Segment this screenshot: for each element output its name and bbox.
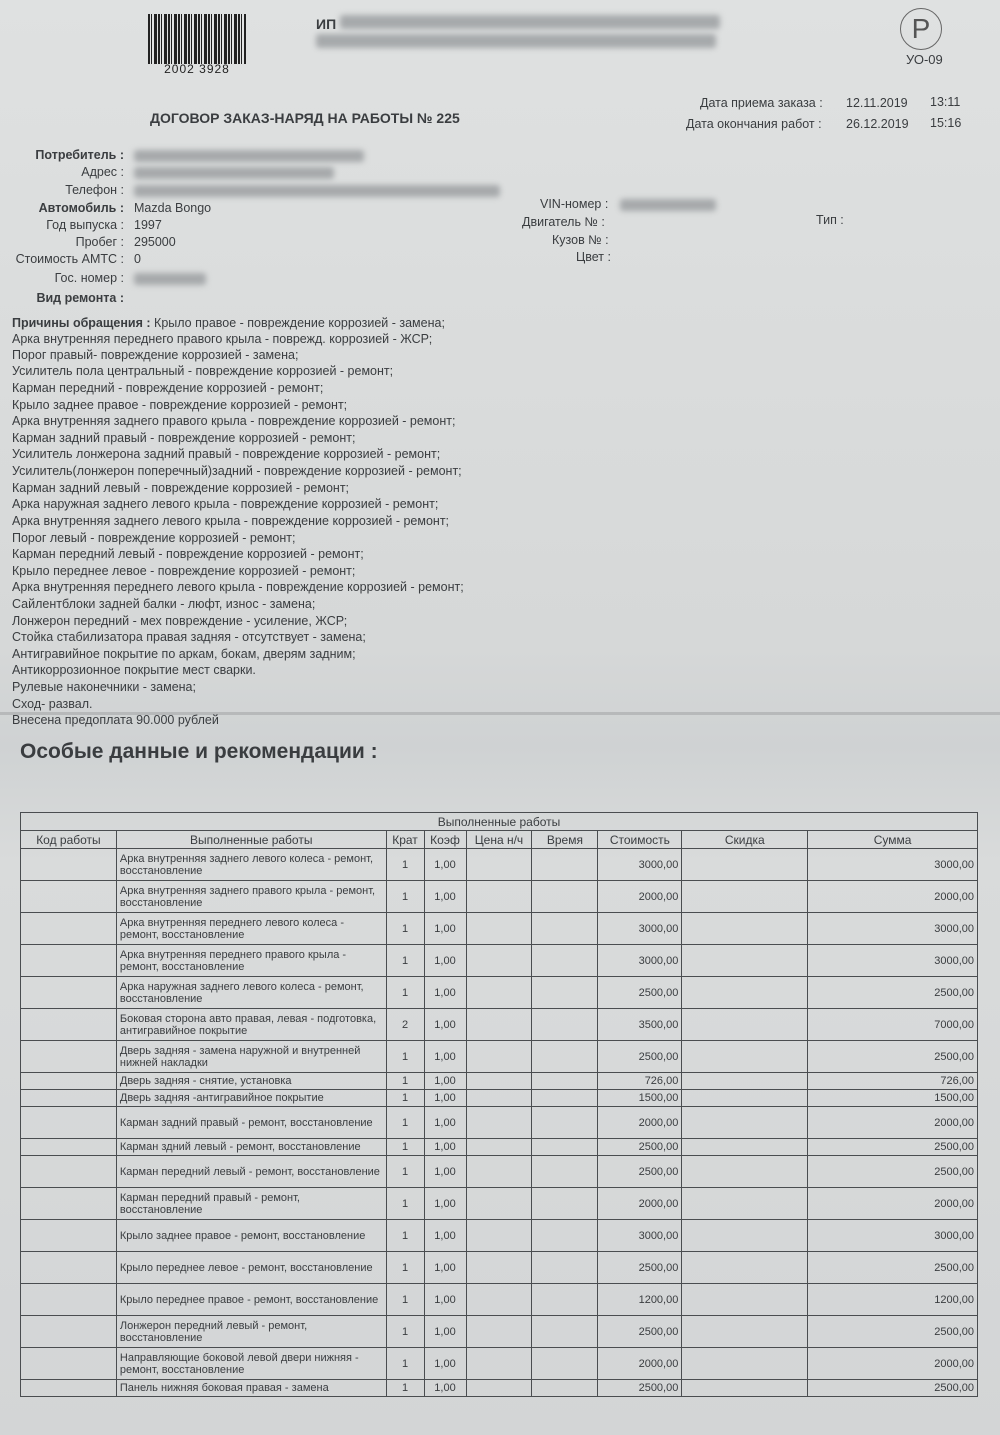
reason-item: Крыло переднее левое - повреждение коррозией - ремонт; bbox=[12, 564, 356, 578]
order-date: 12.11.2019 bbox=[846, 96, 908, 110]
cell-koef: 1,00 bbox=[424, 1156, 466, 1188]
car-label: Автомобиль : bbox=[38, 201, 124, 215]
cell-discount bbox=[682, 1139, 808, 1156]
cell-work: Дверь задняя - снятие, установка bbox=[116, 1073, 386, 1090]
cell-cost: 1200,00 bbox=[598, 1284, 682, 1316]
cell-sum: 2000,00 bbox=[808, 1188, 978, 1220]
reason-item: Сайлентблоки задней балки - люфт, износ - замена; bbox=[12, 597, 316, 611]
order-date-label: Дата приема заказа : bbox=[700, 96, 823, 110]
cell-koef: 1,00 bbox=[424, 1139, 466, 1156]
year-label: Год выпуска : bbox=[46, 218, 124, 232]
cell-time bbox=[532, 1073, 598, 1090]
cell-time bbox=[532, 1107, 598, 1139]
cell-time bbox=[532, 1156, 598, 1188]
cell-time bbox=[532, 1316, 598, 1348]
cell-sum: 7000,00 bbox=[808, 1009, 978, 1041]
reason-item: Порог правый- повреждение коррозией - замена; bbox=[12, 348, 299, 362]
cell-work: Карман здний левый - ремонт, восстановление bbox=[116, 1139, 386, 1156]
reason-item: Лонжерон передний - мех повреждение - усиление, ЖСР; bbox=[12, 614, 348, 628]
table-row bbox=[21, 945, 978, 977]
cell-sum: 1500,00 bbox=[808, 1090, 978, 1107]
cell-price bbox=[466, 1073, 532, 1090]
cell-time bbox=[532, 1188, 598, 1220]
cell-discount bbox=[682, 1041, 808, 1073]
cell-price bbox=[466, 1188, 532, 1220]
cell-time bbox=[532, 1041, 598, 1073]
reason-item: Карман задний левый - повреждение коррозией - ремонт; bbox=[12, 481, 350, 495]
cell-price bbox=[466, 1107, 532, 1139]
cell-work: Панель нижняя боковая правая - замена bbox=[116, 1380, 386, 1397]
col-header: Крат bbox=[386, 831, 424, 849]
cell-krat: 1 bbox=[386, 945, 424, 977]
table-row bbox=[21, 1284, 978, 1316]
reason-item: Крыло заднее правое - повреждение коррозией - ремонт; bbox=[12, 398, 348, 412]
color-label: Цвет : bbox=[576, 250, 611, 264]
company-prefix: ИП bbox=[316, 16, 337, 32]
redacted-phone bbox=[134, 185, 500, 197]
table-caption: Выполненные работы bbox=[21, 813, 978, 831]
table-header-row bbox=[21, 831, 978, 849]
cell-discount bbox=[682, 1380, 808, 1397]
cell-sum: 726,00 bbox=[808, 1073, 978, 1090]
cell-discount bbox=[682, 1188, 808, 1220]
table-row bbox=[21, 1252, 978, 1284]
barcode bbox=[148, 14, 246, 64]
plate-label: Гос. номер : bbox=[54, 271, 124, 285]
cell-code bbox=[21, 1220, 117, 1252]
cell-work: Крыло заднее правое - ремонт, восстановление bbox=[116, 1220, 386, 1252]
cell-discount bbox=[682, 849, 808, 881]
col-header: Сумма bbox=[808, 831, 978, 849]
table-row bbox=[21, 1009, 978, 1041]
cell-price bbox=[466, 1252, 532, 1284]
cell-koef: 1,00 bbox=[424, 945, 466, 977]
reason-item: Крыло правое - повреждение коррозией - замена; bbox=[154, 316, 445, 330]
cell-discount bbox=[682, 1252, 808, 1284]
cell-sum: 2500,00 bbox=[808, 1156, 978, 1188]
cell-price bbox=[466, 1380, 532, 1397]
cell-discount bbox=[682, 1107, 808, 1139]
cell-code bbox=[21, 1139, 117, 1156]
cell-discount bbox=[682, 881, 808, 913]
certification-logo: Р bbox=[900, 8, 942, 50]
cell-koef: 1,00 bbox=[424, 849, 466, 881]
cell-discount bbox=[682, 1009, 808, 1041]
cell-krat: 1 bbox=[386, 1188, 424, 1220]
end-date-label: Дата окончания работ : bbox=[686, 117, 822, 131]
end-time: 15:16 bbox=[930, 116, 962, 130]
cell-work: Дверь задняя - замена наружной и внутренней нижней накладки bbox=[116, 1041, 386, 1073]
cell-krat: 1 bbox=[386, 1156, 424, 1188]
cell-work: Лонжерон передний левый - ремонт, восстановление bbox=[116, 1316, 386, 1348]
reason-item: Порог левый - повреждение коррозией - ремонт; bbox=[12, 531, 296, 545]
cell-cost: 2500,00 bbox=[598, 1156, 682, 1188]
reason-item: Арка внутренняя переднего левого крыла - повреждение коррозией - ремонт; bbox=[12, 580, 464, 594]
cell-krat: 1 bbox=[386, 1316, 424, 1348]
cell-sum: 2000,00 bbox=[808, 881, 978, 913]
cell-koef: 1,00 bbox=[424, 1348, 466, 1380]
repair-type-label: Вид ремонта : bbox=[36, 291, 124, 305]
cell-code bbox=[21, 1156, 117, 1188]
cell-work: Арка внутренняя заднего правого крыла - ремонт, восстановление bbox=[116, 881, 386, 913]
reason-item: Рулевые наконечники - замена; bbox=[12, 680, 196, 694]
reason-item: Карман задний правый - повреждение коррозией - ремонт; bbox=[12, 431, 356, 445]
cell-krat: 1 bbox=[386, 1139, 424, 1156]
cell-time bbox=[532, 913, 598, 945]
cell-krat: 1 bbox=[386, 1073, 424, 1090]
cell-work: Арка внутренняя переднего правого крыла - ремонт, восстановление bbox=[116, 945, 386, 977]
cell-cost: 1500,00 bbox=[598, 1090, 682, 1107]
cell-code bbox=[21, 1041, 117, 1073]
col-header: Код работы bbox=[21, 831, 117, 849]
cell-work: Карман задний правый - ремонт, восстановление bbox=[116, 1107, 386, 1139]
table-row bbox=[21, 1316, 978, 1348]
cell-koef: 1,00 bbox=[424, 1380, 466, 1397]
cell-koef: 1,00 bbox=[424, 1073, 466, 1090]
cell-work: Направляющие боковой левой двери нижняя - ремонт, восстановление bbox=[116, 1348, 386, 1380]
cell-code bbox=[21, 1073, 117, 1090]
body-label: Кузов № : bbox=[552, 233, 609, 247]
cell-sum: 2500,00 bbox=[808, 1316, 978, 1348]
cell-koef: 1,00 bbox=[424, 1107, 466, 1139]
cell-sum: 2000,00 bbox=[808, 1107, 978, 1139]
cell-price bbox=[466, 945, 532, 977]
cell-price bbox=[466, 1316, 532, 1348]
cell-time bbox=[532, 945, 598, 977]
table-row bbox=[21, 1041, 978, 1073]
reason-item: Усилитель лонжерона задний правый - повреждение коррозией - ремонт; bbox=[12, 447, 441, 461]
redacted-consumer bbox=[134, 150, 364, 162]
col-header: Выполненные работы bbox=[116, 831, 386, 849]
cell-sum: 2500,00 bbox=[808, 1041, 978, 1073]
cell-discount bbox=[682, 1156, 808, 1188]
cell-time bbox=[532, 1284, 598, 1316]
cell-krat: 1 bbox=[386, 1348, 424, 1380]
cell-koef: 1,00 bbox=[424, 1316, 466, 1348]
cell-cost: 2500,00 bbox=[598, 1252, 682, 1284]
reason-item: Арка наружная заднего левого крыла - повреждение коррозией - ремонт; bbox=[12, 497, 439, 511]
cell-work: Карман передний левый - ремонт, восстановление bbox=[116, 1156, 386, 1188]
cell-code bbox=[21, 1188, 117, 1220]
address-label: Адрес : bbox=[81, 165, 124, 179]
cell-code bbox=[21, 1380, 117, 1397]
type-label: Тип : bbox=[816, 213, 844, 227]
amts-label: Стоимость АМТС : bbox=[15, 252, 124, 266]
cell-price bbox=[466, 1284, 532, 1316]
cell-discount bbox=[682, 1073, 808, 1090]
cell-discount bbox=[682, 945, 808, 977]
cell-code bbox=[21, 1316, 117, 1348]
cell-krat: 1 bbox=[386, 913, 424, 945]
cell-cost: 2500,00 bbox=[598, 1316, 682, 1348]
cell-koef: 1,00 bbox=[424, 1252, 466, 1284]
cell-work: Арка наружная заднего левого колеса - ремонт, восстановление bbox=[116, 977, 386, 1009]
cell-time bbox=[532, 1252, 598, 1284]
cell-krat: 1 bbox=[386, 977, 424, 1009]
table-row bbox=[21, 1220, 978, 1252]
cell-price bbox=[466, 1041, 532, 1073]
cell-time bbox=[532, 1348, 598, 1380]
cell-work: Карман передний правый - ремонт, восстановление bbox=[116, 1188, 386, 1220]
cell-sum: 1200,00 bbox=[808, 1284, 978, 1316]
cell-discount bbox=[682, 1284, 808, 1316]
document-title: ДОГОВОР ЗАКАЗ-НАРЯД НА РАБОТЫ № 225 bbox=[150, 110, 460, 126]
cell-cost: 2000,00 bbox=[598, 1348, 682, 1380]
cell-code bbox=[21, 1107, 117, 1139]
cell-code bbox=[21, 849, 117, 881]
cell-time bbox=[532, 1009, 598, 1041]
reason-item: Сход- развал. bbox=[12, 697, 93, 711]
cell-discount bbox=[682, 1348, 808, 1380]
cell-krat: 1 bbox=[386, 1284, 424, 1316]
cell-krat: 2 bbox=[386, 1009, 424, 1041]
table-row bbox=[21, 977, 978, 1009]
cell-krat: 1 bbox=[386, 1041, 424, 1073]
cell-cost: 726,00 bbox=[598, 1073, 682, 1090]
cell-koef: 1,00 bbox=[424, 881, 466, 913]
cell-work: Крыло переднее правое - ремонт, восстановление bbox=[116, 1284, 386, 1316]
redacted-address bbox=[134, 167, 334, 179]
table-row bbox=[21, 881, 978, 913]
table-row bbox=[21, 1073, 978, 1090]
table-row bbox=[21, 1380, 978, 1397]
cell-sum: 2000,00 bbox=[808, 1348, 978, 1380]
mileage-value: 295000 bbox=[134, 235, 176, 249]
cell-time bbox=[532, 881, 598, 913]
redacted-company-address bbox=[316, 34, 716, 48]
cell-krat: 1 bbox=[386, 1220, 424, 1252]
cell-sum: 3000,00 bbox=[808, 1220, 978, 1252]
reasons-first-line bbox=[12, 316, 445, 330]
table-row bbox=[21, 1139, 978, 1156]
cell-krat: 1 bbox=[386, 1252, 424, 1284]
reason-item: Антикоррозионное покрытие мест сварки. bbox=[12, 663, 256, 677]
cell-time bbox=[532, 1220, 598, 1252]
col-header: Цена н/ч bbox=[466, 831, 532, 849]
cell-koef: 1,00 bbox=[424, 977, 466, 1009]
cell-krat: 1 bbox=[386, 1107, 424, 1139]
reason-item: Внесена предоплата 90.000 рублей bbox=[12, 713, 219, 727]
cell-price bbox=[466, 1156, 532, 1188]
cell-price bbox=[466, 977, 532, 1009]
cell-sum: 3000,00 bbox=[808, 913, 978, 945]
cell-discount bbox=[682, 1316, 808, 1348]
table-row bbox=[21, 1107, 978, 1139]
cell-price bbox=[466, 1348, 532, 1380]
cell-cost: 3000,00 bbox=[598, 945, 682, 977]
cell-sum: 2500,00 bbox=[808, 1252, 978, 1284]
order-time: 13:11 bbox=[930, 95, 961, 109]
cell-time bbox=[532, 977, 598, 1009]
cell-koef: 1,00 bbox=[424, 1041, 466, 1073]
cell-time bbox=[532, 1380, 598, 1397]
cell-discount bbox=[682, 977, 808, 1009]
cell-sum: 2500,00 bbox=[808, 977, 978, 1009]
reason-item: Карман передний - повреждение коррозией - ремонт; bbox=[12, 381, 324, 395]
cell-work: Крыло переднее левое - ремонт, восстановление bbox=[116, 1252, 386, 1284]
table-row bbox=[21, 913, 978, 945]
engine-label: Двигатель № : bbox=[522, 215, 605, 229]
cell-work: Боковая сторона авто правая, левая - подготовка, антигравийное покрытие bbox=[116, 1009, 386, 1041]
cell-krat: 1 bbox=[386, 881, 424, 913]
table-row bbox=[21, 1156, 978, 1188]
mileage-label: Пробег : bbox=[75, 235, 124, 249]
cell-krat: 1 bbox=[386, 1090, 424, 1107]
cell-price bbox=[466, 1009, 532, 1041]
cell-sum: 2500,00 bbox=[808, 1139, 978, 1156]
col-header: Скидка bbox=[682, 831, 808, 849]
amts-value: 0 bbox=[134, 252, 141, 266]
cell-cost: 2000,00 bbox=[598, 1188, 682, 1220]
cell-sum: 3000,00 bbox=[808, 945, 978, 977]
cell-work: Арка внутренняя заднего левого колеса - ремонт, восстановление bbox=[116, 849, 386, 881]
cell-code bbox=[21, 881, 117, 913]
cell-cost: 3000,00 bbox=[598, 1220, 682, 1252]
cell-discount bbox=[682, 1220, 808, 1252]
reason-item: Усилитель пола центральный - повреждение коррозией - ремонт; bbox=[12, 364, 394, 378]
cell-sum: 2500,00 bbox=[808, 1380, 978, 1397]
redacted-vin bbox=[620, 199, 716, 211]
cell-sum: 3000,00 bbox=[808, 849, 978, 881]
end-date: 26.12.2019 bbox=[846, 117, 909, 131]
cell-price bbox=[466, 1220, 532, 1252]
works-table bbox=[20, 812, 978, 1397]
cell-discount bbox=[682, 913, 808, 945]
reason-item: Стойка стабилизатора правая задняя - отсутствует - замена; bbox=[12, 630, 366, 644]
vin-label: VIN-номер : bbox=[540, 197, 609, 211]
cell-koef: 1,00 bbox=[424, 1009, 466, 1041]
cell-time bbox=[532, 1139, 598, 1156]
cell-time bbox=[532, 1090, 598, 1107]
cell-cost: 2000,00 bbox=[598, 881, 682, 913]
reason-item: Усилитель(лонжерон поперечный)задний - повреждение коррозией - ремонт; bbox=[12, 464, 462, 478]
cell-koef: 1,00 bbox=[424, 1284, 466, 1316]
cell-code bbox=[21, 1284, 117, 1316]
cell-cost: 3000,00 bbox=[598, 849, 682, 881]
car-value: Mazda Bongo bbox=[134, 201, 212, 215]
cell-koef: 1,00 bbox=[424, 913, 466, 945]
cell-discount bbox=[682, 1090, 808, 1107]
col-header: Стоимость bbox=[598, 831, 682, 849]
cell-koef: 1,00 bbox=[424, 1220, 466, 1252]
cell-price bbox=[466, 1090, 532, 1107]
cell-work: Арка внутренняя переднего левого колеса - ремонт, восстановление bbox=[116, 913, 386, 945]
special-data-heading: Особые данные и рекомендации : bbox=[20, 740, 378, 763]
cell-code bbox=[21, 1252, 117, 1284]
table-row bbox=[21, 1090, 978, 1107]
cell-krat: 1 bbox=[386, 849, 424, 881]
reason-item: Арка внутренняя переднего правого крыла - поврежд. коррозией - ЖСР; bbox=[12, 332, 433, 346]
cell-code bbox=[21, 1348, 117, 1380]
year-value: 1997 bbox=[134, 218, 162, 232]
col-header: Время bbox=[532, 831, 598, 849]
form-code: УО-09 bbox=[906, 52, 943, 67]
cell-price bbox=[466, 1139, 532, 1156]
phone-label: Телефон : bbox=[65, 183, 124, 197]
table-row bbox=[21, 849, 978, 881]
table-row bbox=[21, 1188, 978, 1220]
barcode-number: 2002 3928 bbox=[164, 62, 230, 76]
cell-cost: 3000,00 bbox=[598, 913, 682, 945]
cell-time bbox=[532, 849, 598, 881]
cell-koef: 1,00 bbox=[424, 1188, 466, 1220]
cell-price bbox=[466, 849, 532, 881]
consumer-label: Потребитель : bbox=[35, 148, 124, 162]
cell-code bbox=[21, 913, 117, 945]
redacted-plate bbox=[134, 273, 206, 285]
cell-price bbox=[466, 881, 532, 913]
col-header: Коэф bbox=[424, 831, 466, 849]
cell-koef: 1,00 bbox=[424, 1090, 466, 1107]
reasons-label: Причины обращения : bbox=[12, 316, 155, 330]
cell-code bbox=[21, 977, 117, 1009]
redacted-company bbox=[340, 15, 720, 29]
cell-code bbox=[21, 1009, 117, 1041]
reason-item: Карман передний левый - повреждение коррозией - ремонт; bbox=[12, 547, 364, 561]
cell-cost: 2500,00 bbox=[598, 1139, 682, 1156]
reason-item: Арка внутренняя заднего левого крыла - повреждение коррозией - ремонт; bbox=[12, 514, 450, 528]
cell-krat: 1 bbox=[386, 1380, 424, 1397]
cell-cost: 2500,00 bbox=[598, 977, 682, 1009]
cell-cost: 2500,00 bbox=[598, 1041, 682, 1073]
cell-code bbox=[21, 945, 117, 977]
cell-cost: 3500,00 bbox=[598, 1009, 682, 1041]
cell-cost: 2000,00 bbox=[598, 1107, 682, 1139]
reason-item: Арка внутренняя заднего правого крыла - повреждение коррозией - ремонт; bbox=[12, 414, 456, 428]
reason-item: Антигравийное покрытие по аркам, бокам, дверям задним; bbox=[12, 647, 356, 661]
cell-work: Дверь задняя -антигравийное покрытие bbox=[116, 1090, 386, 1107]
cell-cost: 2500,00 bbox=[598, 1380, 682, 1397]
cell-price bbox=[466, 913, 532, 945]
table-row bbox=[21, 1348, 978, 1380]
cell-code bbox=[21, 1090, 117, 1107]
